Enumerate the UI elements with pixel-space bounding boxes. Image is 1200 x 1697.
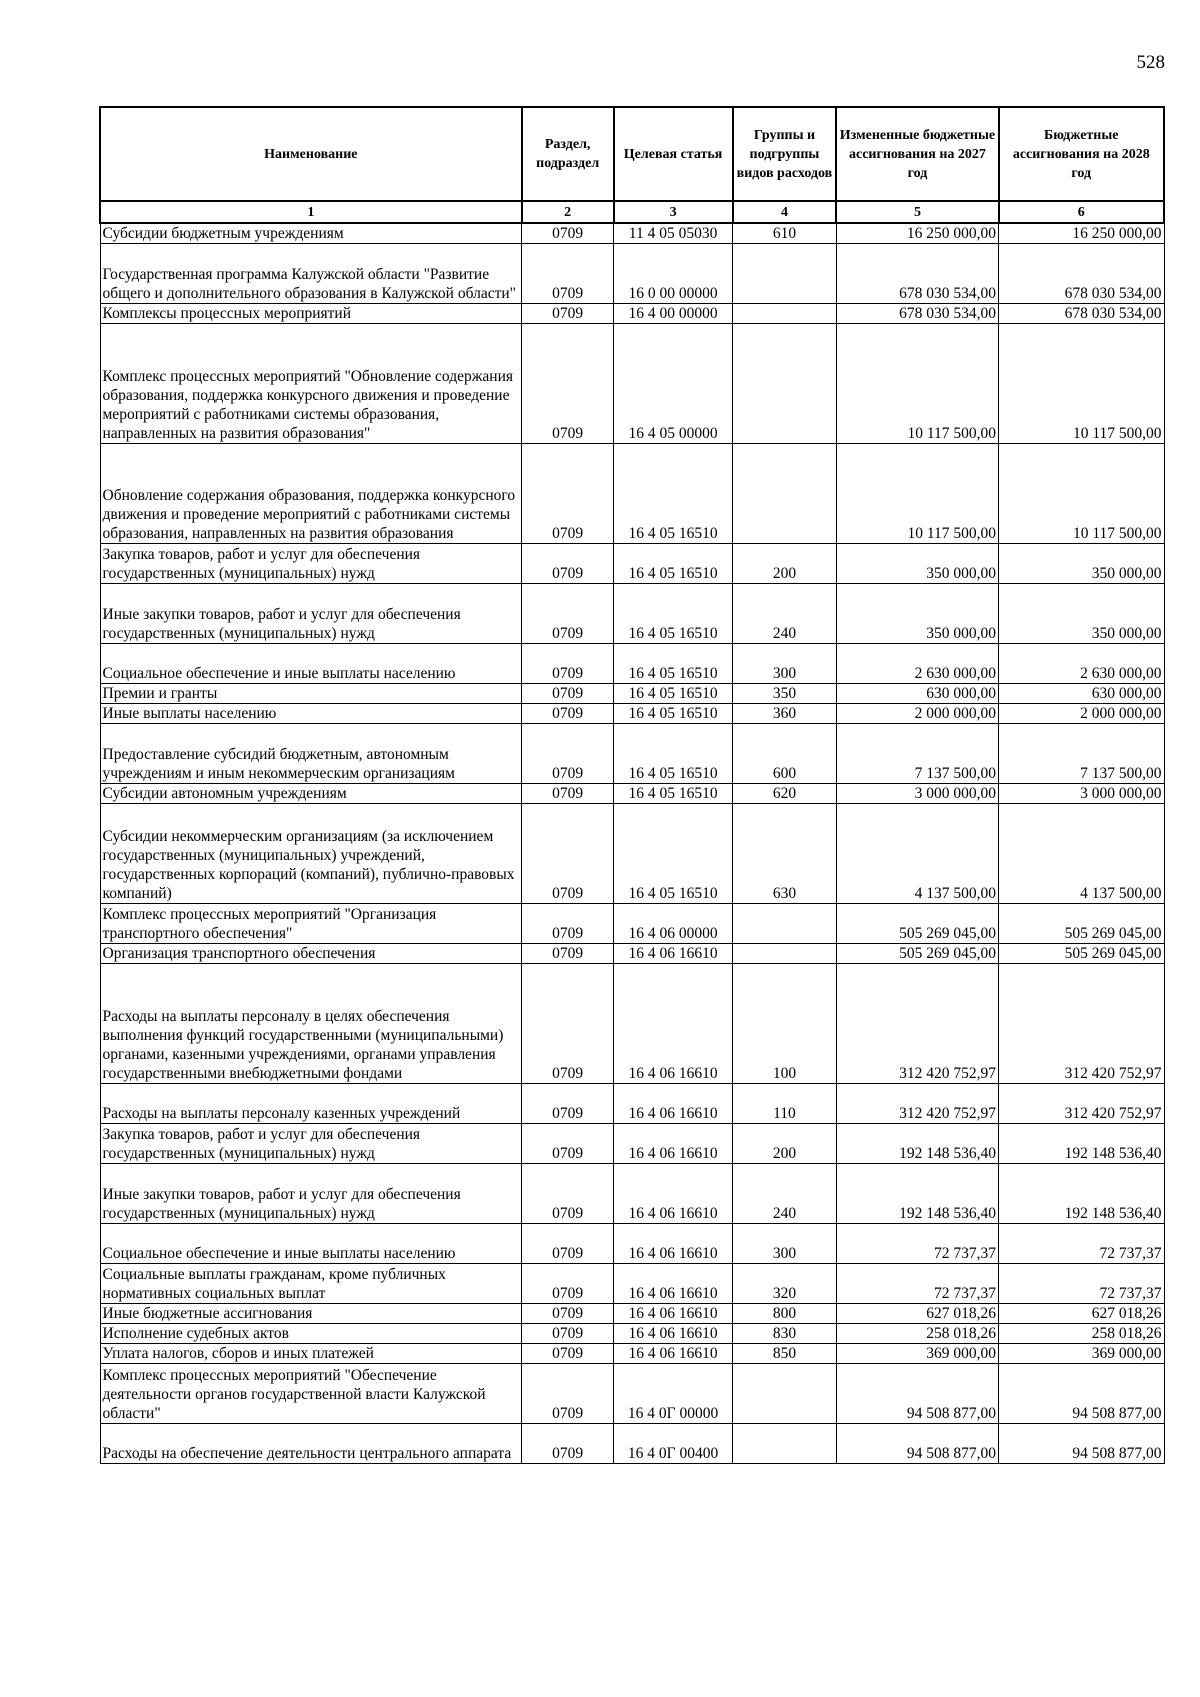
column-number: 6 <box>999 201 1164 223</box>
row-target: 16 4 05 16510 <box>614 584 733 644</box>
row-amount-2027: 72 737,37 <box>836 1264 998 1304</box>
table-row <box>100 1164 1164 1224</box>
row-target: 16 4 06 16610 <box>614 1124 733 1164</box>
row-amount-2027: 627 018,26 <box>836 1304 998 1324</box>
header-amount-2028: Бюджетные ассигнования на 2028 год <box>999 107 1164 201</box>
row-amount-2027: 678 030 534,00 <box>836 244 998 304</box>
row-target: 16 4 06 16610 <box>614 1304 733 1324</box>
row-target: 16 4 06 16610 <box>614 1344 733 1364</box>
row-name: Субсидии некоммерческим организациям (за исключением государственных (муниципальных) учреждений, государственных корпораций (компаний), публично-правовых компаний) <box>100 804 522 904</box>
table-row <box>100 244 1164 304</box>
row-name: Предоставление субсидий бюджетным, автономным учреждениям и иным некоммерческим организациям <box>100 724 522 784</box>
row-name: Закупка товаров, работ и услуг для обеспечения государственных (муниципальных) нужд <box>100 1124 522 1164</box>
row-target: 16 4 0Г 00400 <box>614 1424 733 1464</box>
row-amount-2028: 94 508 877,00 <box>999 1424 1164 1464</box>
header-group: Группы и подгруппы видов расходов <box>733 107 837 201</box>
row-section: 0709 <box>522 804 614 904</box>
row-section: 0709 <box>522 1364 614 1424</box>
row-amount-2028: 16 250 000,00 <box>999 223 1164 244</box>
row-target: 16 4 00 00000 <box>614 304 733 324</box>
table-row <box>100 704 1164 724</box>
row-amount-2028: 630 000,00 <box>999 684 1164 704</box>
row-amount-2027: 94 508 877,00 <box>836 1424 998 1464</box>
row-target: 16 4 05 16510 <box>614 644 733 684</box>
budget-table <box>99 106 1165 1464</box>
row-target: 16 4 06 16610 <box>614 1324 733 1344</box>
table-row <box>100 1424 1164 1464</box>
table-row <box>100 1304 1164 1324</box>
row-target: 16 4 06 16610 <box>614 1164 733 1224</box>
header-amount-2027: Измененные бюджетные ассигнования на 2027 год <box>836 107 998 201</box>
row-group <box>733 1424 837 1464</box>
row-amount-2028: 192 148 536,40 <box>999 1164 1164 1224</box>
row-section: 0709 <box>522 324 614 444</box>
row-name: Иные закупки товаров, работ и услуг для обеспечения государственных (муниципальных) нужд <box>100 1164 522 1224</box>
page-number: 528 <box>1136 52 1165 73</box>
row-amount-2028: 678 030 534,00 <box>999 244 1164 304</box>
row-name: Расходы на обеспечение деятельности центрального аппарата <box>100 1424 522 1464</box>
row-amount-2027: 10 117 500,00 <box>836 324 998 444</box>
row-name: Социальное обеспечение и иные выплаты населению <box>100 644 522 684</box>
table-row <box>100 584 1164 644</box>
row-name: Иные выплаты населению <box>100 704 522 724</box>
row-section: 0709 <box>522 1324 614 1344</box>
row-target: 16 4 05 16510 <box>614 724 733 784</box>
row-amount-2028: 94 508 877,00 <box>999 1364 1164 1424</box>
row-group <box>733 324 837 444</box>
row-amount-2027: 350 000,00 <box>836 584 998 644</box>
row-target: 16 4 05 16510 <box>614 444 733 544</box>
table-row <box>100 684 1164 704</box>
row-group: 100 <box>733 964 837 1084</box>
table-row <box>100 784 1164 804</box>
column-number: 1 <box>100 201 522 223</box>
row-target: 16 4 06 16610 <box>614 1224 733 1264</box>
header-section: Раздел, подраздел <box>522 107 614 201</box>
row-name: Комплекс процессных мероприятий "Организация транспортного обеспечения" <box>100 904 522 944</box>
row-group: 200 <box>733 544 837 584</box>
row-section: 0709 <box>522 304 614 324</box>
row-name: Иные закупки товаров, работ и услуг для обеспечения государственных (муниципальных) нужд <box>100 584 522 644</box>
row-group: 610 <box>733 223 837 244</box>
row-amount-2028: 258 018,26 <box>999 1324 1164 1344</box>
row-amount-2028: 10 117 500,00 <box>999 444 1164 544</box>
row-group: 350 <box>733 684 837 704</box>
row-target: 16 4 05 16510 <box>614 804 733 904</box>
row-amount-2028: 192 148 536,40 <box>999 1124 1164 1164</box>
table-row <box>100 1224 1164 1264</box>
table-row <box>100 544 1164 584</box>
row-name: Комплекс процессных мероприятий "Обновление содержания образования, поддержка конкурсного движения и проведение мероприятий с работниками системы образования, направленных на развития образования" <box>100 324 522 444</box>
row-name: Социальные выплаты гражданам, кроме публичных нормативных социальных выплат <box>100 1264 522 1304</box>
row-amount-2027: 2 000 000,00 <box>836 704 998 724</box>
row-group: 240 <box>733 584 837 644</box>
row-name: Государственная программа Калужской области "Развитие общего и дополнительного образования в Калужской области" <box>100 244 522 304</box>
row-name: Расходы на выплаты персоналу в целях обеспечения выполнения функций государственными (муниципальными) органами, казенными учреждениями, органами управления государственными внебюджетными фондами <box>100 964 522 1084</box>
row-name: Закупка товаров, работ и услуг для обеспечения государственных (муниципальных) нужд <box>100 544 522 584</box>
row-amount-2027: 350 000,00 <box>836 544 998 584</box>
row-section: 0709 <box>522 1264 614 1304</box>
row-section: 0709 <box>522 1424 614 1464</box>
row-amount-2027: 192 148 536,40 <box>836 1164 998 1224</box>
row-amount-2028: 369 000,00 <box>999 1344 1164 1364</box>
row-target: 16 4 06 16610 <box>614 964 733 1084</box>
row-name: Социальное обеспечение и иные выплаты населению <box>100 1224 522 1264</box>
row-group: 320 <box>733 1264 837 1304</box>
row-target: 16 4 05 00000 <box>614 324 733 444</box>
row-name: Организация транспортного обеспечения <box>100 944 522 964</box>
row-amount-2027: 505 269 045,00 <box>836 904 998 944</box>
row-amount-2027: 4 137 500,00 <box>836 804 998 904</box>
row-section: 0709 <box>522 544 614 584</box>
row-amount-2027: 192 148 536,40 <box>836 1124 998 1164</box>
row-name: Обновление содержания образования, поддержка конкурсного движения и проведение мероприятий с работниками системы образования, направленных на развития образования <box>100 444 522 544</box>
row-target: 16 4 06 16610 <box>614 944 733 964</box>
table-header <box>100 107 1164 223</box>
row-amount-2028: 627 018,26 <box>999 1304 1164 1324</box>
row-section: 0709 <box>522 584 614 644</box>
row-group: 620 <box>733 784 837 804</box>
table-body <box>100 223 1164 1464</box>
row-amount-2028: 2 630 000,00 <box>999 644 1164 684</box>
row-group: 240 <box>733 1164 837 1224</box>
row-amount-2028: 4 137 500,00 <box>999 804 1164 904</box>
row-amount-2027: 630 000,00 <box>836 684 998 704</box>
row-section: 0709 <box>522 1344 614 1364</box>
column-number: 2 <box>522 201 614 223</box>
row-section: 0709 <box>522 223 614 244</box>
row-name: Субсидии автономным учреждениям <box>100 784 522 804</box>
row-section: 0709 <box>522 1084 614 1124</box>
row-group <box>733 304 837 324</box>
row-target: 16 4 05 16510 <box>614 684 733 704</box>
table-row <box>100 1324 1164 1344</box>
row-group: 830 <box>733 1324 837 1344</box>
row-section: 0709 <box>522 964 614 1084</box>
row-amount-2028: 678 030 534,00 <box>999 304 1164 324</box>
row-target: 11 4 05 05030 <box>614 223 733 244</box>
row-section: 0709 <box>522 1224 614 1264</box>
table-row <box>100 1344 1164 1364</box>
row-name: Расходы на выплаты персоналу казенных учреждений <box>100 1084 522 1124</box>
row-section: 0709 <box>522 1124 614 1164</box>
row-group: 360 <box>733 704 837 724</box>
row-section: 0709 <box>522 1304 614 1324</box>
row-name: Исполнение судебных актов <box>100 1324 522 1344</box>
row-target: 16 4 05 16510 <box>614 784 733 804</box>
row-name: Премии и гранты <box>100 684 522 704</box>
column-numbers-row <box>100 201 1164 223</box>
row-amount-2027: 10 117 500,00 <box>836 444 998 544</box>
row-amount-2028: 10 117 500,00 <box>999 324 1164 444</box>
row-name: Иные бюджетные ассигнования <box>100 1304 522 1324</box>
row-amount-2028: 2 000 000,00 <box>999 704 1164 724</box>
row-target: 16 4 05 16510 <box>614 704 733 724</box>
row-section: 0709 <box>522 244 614 304</box>
row-group <box>733 1364 837 1424</box>
table-row <box>100 644 1164 684</box>
table-row <box>100 1364 1164 1424</box>
row-section: 0709 <box>522 444 614 544</box>
row-amount-2028: 350 000,00 <box>999 584 1164 644</box>
row-amount-2027: 72 737,37 <box>836 1224 998 1264</box>
row-amount-2028: 505 269 045,00 <box>999 904 1164 944</box>
table-row <box>100 804 1164 904</box>
row-target: 16 4 0Г 00000 <box>614 1364 733 1424</box>
row-amount-2028: 72 737,37 <box>999 1264 1164 1304</box>
row-target: 16 4 06 16610 <box>614 1264 733 1304</box>
row-amount-2027: 505 269 045,00 <box>836 944 998 964</box>
row-amount-2027: 7 137 500,00 <box>836 724 998 784</box>
row-group <box>733 244 837 304</box>
row-amount-2028: 312 420 752,97 <box>999 1084 1164 1124</box>
row-group: 630 <box>733 804 837 904</box>
row-group: 110 <box>733 1084 837 1124</box>
row-amount-2027: 16 250 000,00 <box>836 223 998 244</box>
row-amount-2027: 94 508 877,00 <box>836 1364 998 1424</box>
table-row <box>100 1124 1164 1164</box>
row-amount-2027: 678 030 534,00 <box>836 304 998 324</box>
header-name: Наименование <box>100 107 522 201</box>
row-amount-2027: 312 420 752,97 <box>836 1084 998 1124</box>
table-row <box>100 444 1164 544</box>
table-row <box>100 223 1164 244</box>
table-row <box>100 904 1164 944</box>
row-group <box>733 444 837 544</box>
row-section: 0709 <box>522 684 614 704</box>
row-name: Комплексы процессных мероприятий <box>100 304 522 324</box>
table-row <box>100 1264 1164 1304</box>
row-name: Уплата налогов, сборов и иных платежей <box>100 1344 522 1364</box>
table-row <box>100 944 1164 964</box>
column-number: 4 <box>733 201 837 223</box>
row-group: 800 <box>733 1304 837 1324</box>
row-name: Комплекс процессных мероприятий "Обеспечение деятельности органов государственной власти Калужской области" <box>100 1364 522 1424</box>
row-amount-2027: 3 000 000,00 <box>836 784 998 804</box>
row-section: 0709 <box>522 784 614 804</box>
row-name: Субсидии бюджетным учреждениям <box>100 223 522 244</box>
row-amount-2027: 369 000,00 <box>836 1344 998 1364</box>
row-amount-2027: 312 420 752,97 <box>836 964 998 1084</box>
row-amount-2027: 2 630 000,00 <box>836 644 998 684</box>
row-section: 0709 <box>522 704 614 724</box>
row-section: 0709 <box>522 644 614 684</box>
row-amount-2028: 312 420 752,97 <box>999 964 1164 1084</box>
row-amount-2027: 258 018,26 <box>836 1324 998 1344</box>
column-number: 3 <box>614 201 733 223</box>
row-amount-2028: 7 137 500,00 <box>999 724 1164 784</box>
row-target: 16 4 06 16610 <box>614 1084 733 1124</box>
table-row <box>100 1084 1164 1124</box>
row-group <box>733 904 837 944</box>
row-amount-2028: 350 000,00 <box>999 544 1164 584</box>
row-group: 200 <box>733 1124 837 1164</box>
header-target: Целевая статья <box>614 107 733 201</box>
column-number: 5 <box>836 201 998 223</box>
row-section: 0709 <box>522 944 614 964</box>
table-row <box>100 304 1164 324</box>
table-row <box>100 724 1164 784</box>
row-group: 300 <box>733 1224 837 1264</box>
row-group: 850 <box>733 1344 837 1364</box>
row-amount-2028: 72 737,37 <box>999 1224 1164 1264</box>
row-target: 16 4 05 16510 <box>614 544 733 584</box>
row-amount-2028: 505 269 045,00 <box>999 944 1164 964</box>
row-amount-2028: 3 000 000,00 <box>999 784 1164 804</box>
row-group: 300 <box>733 644 837 684</box>
table-row <box>100 964 1164 1084</box>
row-target: 16 4 06 00000 <box>614 904 733 944</box>
row-group <box>733 944 837 964</box>
row-section: 0709 <box>522 904 614 944</box>
row-section: 0709 <box>522 1164 614 1224</box>
table-row <box>100 324 1164 444</box>
row-group: 600 <box>733 724 837 784</box>
row-section: 0709 <box>522 724 614 784</box>
row-target: 16 0 00 00000 <box>614 244 733 304</box>
